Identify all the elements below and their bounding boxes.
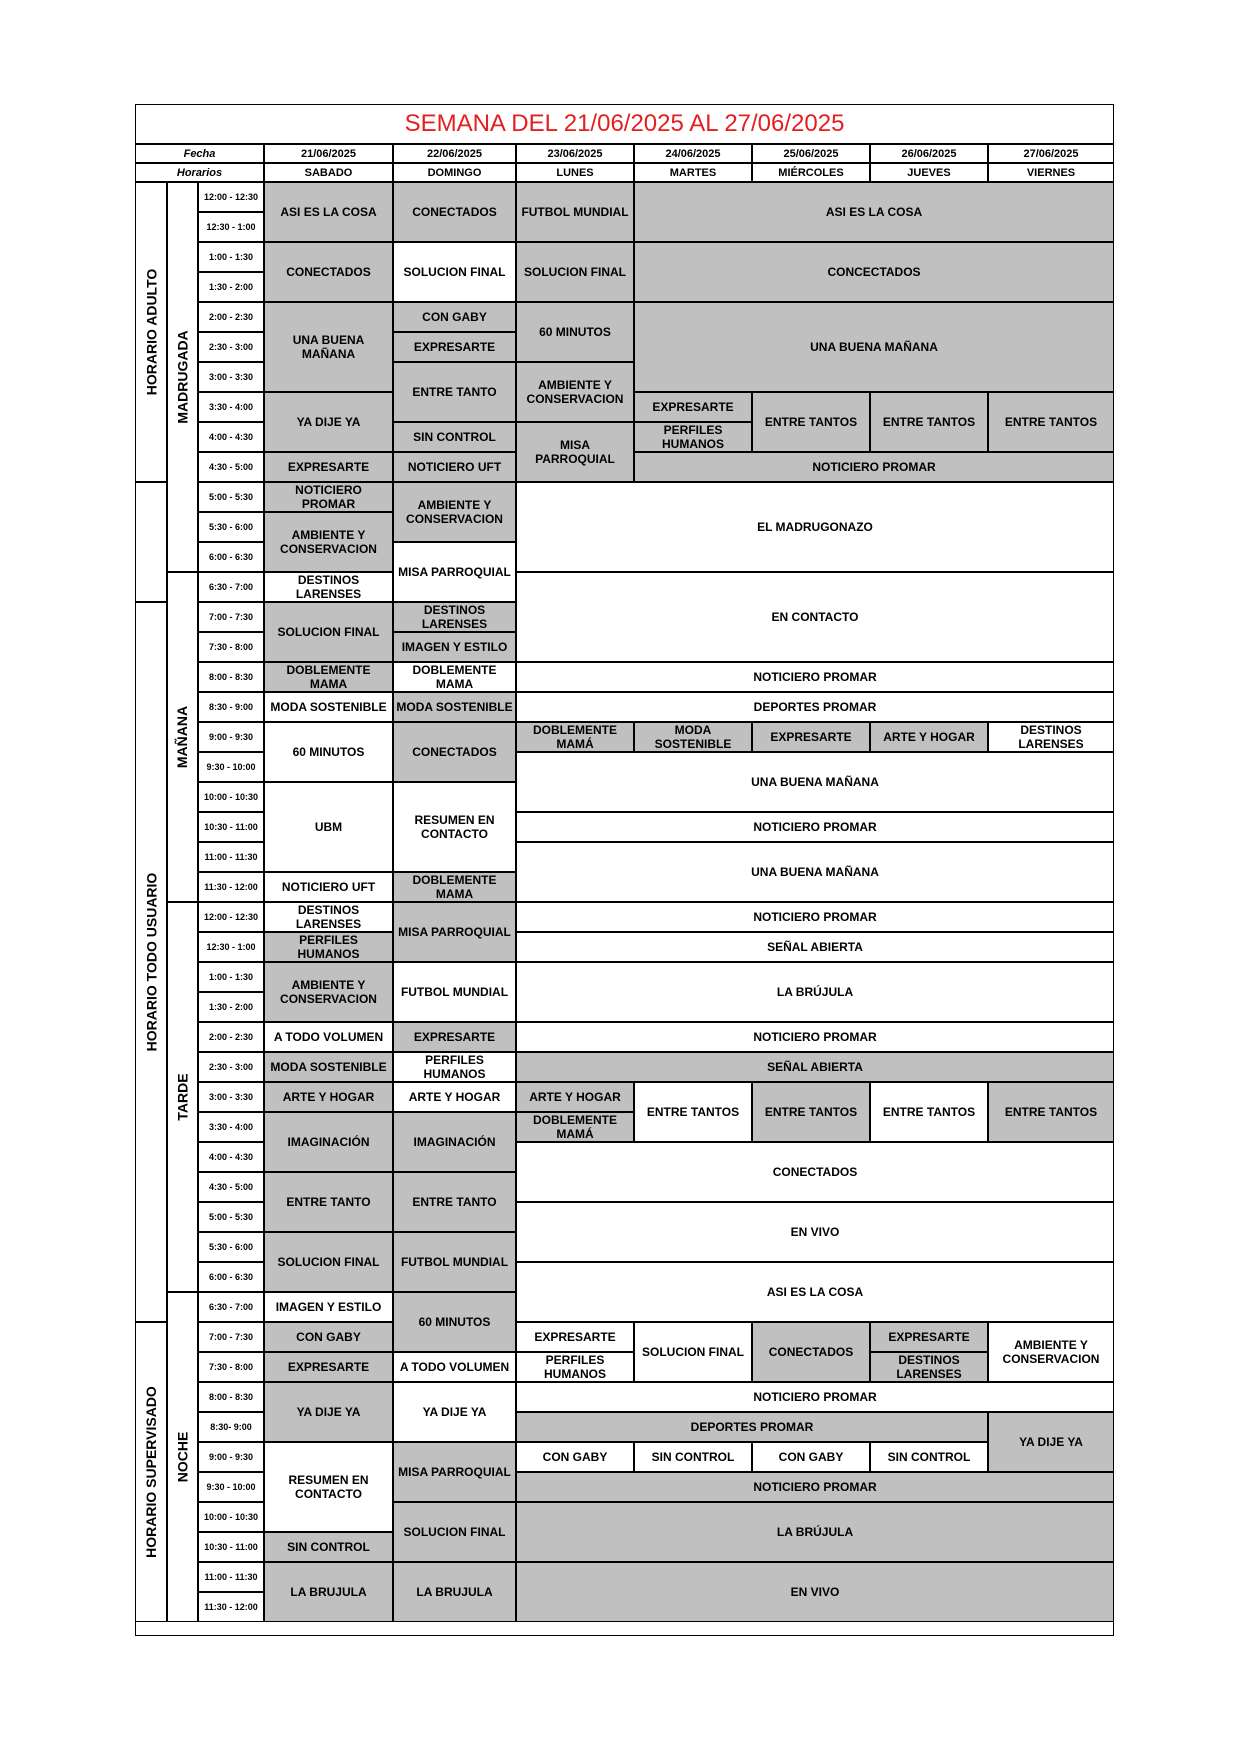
time-slot: 7:00 - 7:30 — [198, 602, 264, 632]
program-block[interactable]: A TODO VOLUMEN — [393, 1352, 516, 1382]
program-block[interactable]: MODA SOSTENIBLE — [264, 692, 393, 722]
program-block[interactable]: DEPORTES PROMAR — [516, 1412, 988, 1442]
program-block[interactable]: NOTICIERO PROMAR — [516, 1022, 1114, 1052]
section-0 — [135, 182, 167, 482]
program-block[interactable]: YA DIJE YA — [264, 392, 393, 452]
time-slot: 10:30 - 11:00 — [198, 812, 264, 842]
time-slot: 3:00 - 3:30 — [198, 1082, 264, 1112]
time-slot: 4:00 - 4:30 — [198, 1142, 264, 1172]
horarios-label: Horarios — [135, 163, 264, 182]
time-slot: 4:00 - 4:30 — [198, 422, 264, 452]
program-block[interactable]: A TODO VOLUMEN — [264, 1022, 393, 1052]
program-block[interactable]: MISA PARROQUIAL — [393, 542, 516, 602]
program-block[interactable]: EXPRESARTE — [870, 1322, 988, 1352]
program-block[interactable]: EXPRESARTE — [264, 1352, 393, 1382]
time-slot: 2:00 - 2:30 — [198, 302, 264, 332]
time-slot: 11:00 - 11:30 — [198, 1562, 264, 1592]
program-block[interactable]: SOLUCION FINAL — [634, 1322, 752, 1382]
day-date-1: 22/06/2025 — [393, 144, 516, 163]
program-block[interactable]: CON GABY — [393, 302, 516, 332]
program-block[interactable]: AMBIENTE Y CONSERVACION — [988, 1322, 1114, 1382]
program-block[interactable]: SOLUCION FINAL — [393, 242, 516, 302]
program-block[interactable]: EN VIVO — [516, 1202, 1114, 1262]
program-block[interactable]: CONECTADOS — [516, 1142, 1114, 1202]
program-block[interactable]: YA DIJE YA — [393, 1382, 516, 1442]
period-3-label: NOCHE — [174, 1431, 191, 1483]
time-slot: 5:00 - 5:30 — [198, 1202, 264, 1232]
day-date-0: 21/06/2025 — [264, 144, 393, 163]
time-slot: 5:30 - 6:00 — [198, 512, 264, 542]
program-block[interactable]: 60 MINUTOS — [516, 302, 634, 362]
time-slot: 2:00 - 2:30 — [198, 1022, 264, 1052]
time-slot: 6:30 - 7:00 — [198, 572, 264, 602]
program-block[interactable]: EXPRESARTE — [516, 1322, 634, 1352]
program-block[interactable]: MISA PARROQUIAL — [393, 1442, 516, 1502]
program-block[interactable]: MISA PARROQUIAL — [393, 902, 516, 962]
program-block[interactable]: NOTICIERO PROMAR — [516, 662, 1114, 692]
day-name-2: LUNES — [516, 163, 634, 182]
program-block[interactable]: IMAGINACIÓN — [264, 1112, 393, 1172]
program-block[interactable]: ENTRE TANTOS — [870, 392, 988, 452]
program-block[interactable]: CON GABY — [516, 1442, 634, 1472]
program-block[interactable]: MODA SOSTENIBLE — [634, 722, 752, 752]
program-block[interactable]: AMBIENTE Y CONSERVACION — [264, 512, 393, 572]
program-block[interactable]: DESTINOS LARENSES — [870, 1352, 988, 1382]
program-block[interactable]: SOLUCION FINAL — [393, 1502, 516, 1562]
program-block[interactable]: ENTRE TANTOS — [634, 1082, 752, 1142]
program-block[interactable]: PERFILES HUMANOS — [264, 932, 393, 962]
section-2-label: HORARIO TODO USUARIO — [143, 872, 160, 1052]
time-slot: 1:30 - 2:00 — [198, 992, 264, 1022]
time-slot: 10:30 - 11:00 — [198, 1532, 264, 1562]
program-block[interactable]: DOBLEMENTE MAMA — [264, 662, 393, 692]
day-date-5: 26/06/2025 — [870, 144, 988, 163]
time-slot: 4:30 - 5:00 — [198, 452, 264, 482]
program-block[interactable]: PERFILES HUMANOS — [393, 1052, 516, 1082]
day-date-6: 27/06/2025 — [988, 144, 1114, 163]
time-slot: 11:30 - 12:00 — [198, 872, 264, 902]
period-2 — [167, 902, 198, 1292]
program-block[interactable]: FUTBOL MUNDIAL — [393, 962, 516, 1022]
program-block[interactable]: DOBLEMENTE MAMA — [393, 662, 516, 692]
time-slot: 6:00 - 6:30 — [198, 1262, 264, 1292]
program-block[interactable]: ENTRE TANTO — [393, 1172, 516, 1232]
program-block[interactable]: NOTICIERO UFT — [264, 872, 393, 902]
program-block[interactable]: SEÑAL ABIERTA — [516, 1052, 1114, 1082]
period-1 — [167, 572, 198, 902]
section-2 — [135, 602, 167, 1322]
program-block[interactable]: ENTRE TANTOS — [988, 392, 1114, 452]
program-block[interactable]: DESTINOS LARENSES — [988, 722, 1114, 752]
program-block[interactable]: NOTICIERO PROMAR — [516, 812, 1114, 842]
program-block[interactable]: DOBLEMENTE MAMÁ — [516, 1112, 634, 1142]
program-block[interactable]: NOTICIERO PROMAR — [516, 902, 1114, 932]
period-2-label: TARDE — [174, 1073, 191, 1121]
time-slot: 5:00 - 5:30 — [198, 482, 264, 512]
program-block[interactable]: EXPRESARTE — [752, 722, 870, 752]
program-block[interactable]: AMBIENTE Y CONSERVACION — [393, 482, 516, 542]
time-slot: 11:30 - 12:00 — [198, 1592, 264, 1622]
program-block[interactable]: ENTRE TANTO — [264, 1172, 393, 1232]
section-3-label: HORARIO SUPERVISADO — [143, 1386, 160, 1558]
time-slot: 9:00 - 9:30 — [198, 1442, 264, 1472]
program-block[interactable]: CONECTADOS — [752, 1322, 870, 1382]
program-block[interactable]: IMAGEN Y ESTILO — [264, 1292, 393, 1322]
program-block[interactable]: UNA BUENA MAÑANA — [634, 302, 1114, 392]
fecha-label: Fecha — [135, 144, 264, 163]
day-name-6: VIERNES — [988, 163, 1114, 182]
program-block[interactable]: YA DIJE YA — [988, 1412, 1114, 1472]
time-slot: 8:00 - 8:30 — [198, 1382, 264, 1412]
time-slot: 12:30 - 1:00 — [198, 212, 264, 242]
program-block[interactable]: SOLUCION FINAL — [264, 602, 393, 662]
program-block[interactable]: NOTICIERO PROMAR — [264, 482, 393, 512]
program-block[interactable]: UNA BUENA MAÑANA — [516, 752, 1114, 812]
section-3 — [135, 1322, 167, 1622]
program-block[interactable]: LA BRÚJULA — [516, 1502, 1114, 1562]
day-date-3: 24/06/2025 — [634, 144, 752, 163]
program-block[interactable]: ENTRE TANTO — [393, 362, 516, 422]
program-block[interactable]: UNA BUENA MAÑANA — [264, 302, 393, 392]
day-name-0: SABADO — [264, 163, 393, 182]
program-block[interactable]: SOLUCION FINAL — [516, 242, 634, 302]
program-block[interactable]: DESTINOS LARENSES — [264, 902, 393, 932]
program-block[interactable]: RESUMEN EN CONTACTO — [393, 782, 516, 872]
time-slot: 2:30 - 3:00 — [198, 1052, 264, 1082]
program-block[interactable]: EN VIVO — [516, 1562, 1114, 1622]
period-3 — [167, 1292, 198, 1622]
program-block[interactable]: EXPRESARTE — [393, 1022, 516, 1052]
program-block[interactable]: ASI ES LA COSA — [264, 182, 393, 242]
program-block[interactable]: FUTBOL MUNDIAL — [393, 1232, 516, 1292]
program-block[interactable]: ASI ES LA COSA — [516, 1262, 1114, 1322]
program-block[interactable]: PERFILES HUMANOS — [516, 1352, 634, 1382]
time-slot: 7:00 - 7:30 — [198, 1322, 264, 1352]
time-slot: 7:30 - 8:00 — [198, 632, 264, 662]
time-slot: 7:30 - 8:00 — [198, 1352, 264, 1382]
program-block[interactable]: ARTE Y HOGAR — [516, 1082, 634, 1112]
program-block[interactable]: EN CONTACTO — [516, 572, 1114, 662]
program-block[interactable]: 60 MINUTOS — [264, 722, 393, 782]
program-block[interactable]: AMBIENTE Y CONSERVACION — [516, 362, 634, 422]
program-block[interactable]: UBM — [264, 782, 393, 872]
time-slot: 8:00 - 8:30 — [198, 662, 264, 692]
time-slot: 9:30 - 10:00 — [198, 752, 264, 782]
program-block[interactable]: CONECTADOS — [393, 182, 516, 242]
time-slot: 9:00 - 9:30 — [198, 722, 264, 752]
program-block[interactable]: AMBIENTE Y CONSERVACION — [264, 962, 393, 1022]
time-slot: 12:30 - 1:00 — [198, 932, 264, 962]
program-block[interactable]: ARTE Y HOGAR — [393, 1082, 516, 1112]
section-0-label: HORARIO ADULTO — [143, 268, 160, 396]
time-slot: 3:30 - 4:00 — [198, 392, 264, 422]
program-block[interactable]: DESTINOS LARENSES — [393, 602, 516, 632]
program-block[interactable]: CON GABY — [264, 1322, 393, 1352]
program-block[interactable]: ENTRE TANTOS — [988, 1082, 1114, 1142]
time-slot: 10:00 - 10:30 — [198, 782, 264, 812]
time-slot: 1:00 - 1:30 — [198, 962, 264, 992]
program-block[interactable]: DEPORTES PROMAR — [516, 692, 1114, 722]
time-slot: 3:00 - 3:30 — [198, 362, 264, 392]
time-slot: 10:00 - 10:30 — [198, 1502, 264, 1532]
program-block[interactable]: MODA SOSTENIBLE — [264, 1052, 393, 1082]
program-block[interactable]: SIN CONTROL — [264, 1532, 393, 1562]
program-block[interactable]: FUTBOL MUNDIAL — [516, 182, 634, 242]
time-slot: 9:30 - 10:00 — [198, 1472, 264, 1502]
time-slot: 2:30 - 3:00 — [198, 332, 264, 362]
program-block[interactable]: EXPRESARTE — [634, 392, 752, 422]
program-block[interactable]: ENTRE TANTOS — [870, 1082, 988, 1142]
time-slot: 1:00 - 1:30 — [198, 242, 264, 272]
program-block[interactable]: ARTE Y HOGAR — [264, 1082, 393, 1112]
program-block[interactable]: 60 MINUTOS — [393, 1292, 516, 1352]
program-block[interactable]: CON GABY — [752, 1442, 870, 1472]
day-name-3: MARTES — [634, 163, 752, 182]
time-slot: 6:00 - 6:30 — [198, 542, 264, 572]
period-1-label: MAÑANA — [174, 705, 191, 769]
time-slot: 12:00 - 12:30 — [198, 182, 264, 212]
program-block[interactable]: RESUMEN EN CONTACTO — [264, 1442, 393, 1532]
page-title: SEMANA DEL 21/06/2025 AL 27/06/2025 — [135, 104, 1114, 144]
program-block[interactable]: ENTRE TANTOS — [752, 1082, 870, 1142]
time-slot: 6:30 - 7:00 — [198, 1292, 264, 1322]
program-block[interactable]: CONECTADOS — [264, 242, 393, 302]
time-slot: 11:00 - 11:30 — [198, 842, 264, 872]
program-block[interactable]: EXPRESARTE — [264, 452, 393, 482]
program-block[interactable]: NOTICIERO PROMAR — [634, 452, 1114, 482]
program-block[interactable]: DOBLEMENTE MAMA — [393, 872, 516, 902]
program-block[interactable]: SEÑAL ABIERTA — [516, 932, 1114, 962]
day-date-2: 23/06/2025 — [516, 144, 634, 163]
program-block[interactable]: ARTE Y HOGAR — [870, 722, 988, 752]
period-0 — [167, 182, 198, 572]
day-date-4: 25/06/2025 — [752, 144, 870, 163]
time-slot: 3:30 - 4:00 — [198, 1112, 264, 1142]
program-block[interactable]: LA BRUJULA — [393, 1562, 516, 1622]
day-name-5: JUEVES — [870, 163, 988, 182]
time-slot: 8:30 - 9:00 — [198, 692, 264, 722]
program-block[interactable]: MODA SOSTENIBLE — [393, 692, 516, 722]
program-block[interactable]: NOTICIERO PROMAR — [516, 1382, 1114, 1412]
program-block[interactable]: IMAGEN Y ESTILO — [393, 632, 516, 662]
program-block[interactable]: YA DIJE YA — [264, 1382, 393, 1442]
program-block[interactable]: CONCECTADOS — [634, 242, 1114, 302]
program-block[interactable]: LA BRÚJULA — [516, 962, 1114, 1022]
time-slot: 12:00 - 12:30 — [198, 902, 264, 932]
program-block[interactable]: ASI ES LA COSA — [634, 182, 1114, 242]
program-block[interactable]: EXPRESARTE — [393, 332, 516, 362]
program-block[interactable]: NOTICIERO UFT — [393, 452, 516, 482]
program-block[interactable]: SIN CONTROL — [634, 1442, 752, 1472]
time-slot: 4:30 - 5:00 — [198, 1172, 264, 1202]
program-block[interactable]: UNA BUENA MAÑANA — [516, 842, 1114, 902]
program-block[interactable]: SOLUCION FINAL — [264, 1232, 393, 1292]
time-slot: 5:30 - 6:00 — [198, 1232, 264, 1262]
time-slot: 8:30- 9:00 — [198, 1412, 264, 1442]
time-slot: 1:30 - 2:00 — [198, 272, 264, 302]
program-block[interactable]: DESTINOS LARENSES — [264, 572, 393, 602]
program-block[interactable]: NOTICIERO PROMAR — [516, 1472, 1114, 1502]
day-name-4: MIÉRCOLES — [752, 163, 870, 182]
day-name-1: DOMINGO — [393, 163, 516, 182]
period-0-label: MADRUGADA — [174, 330, 191, 424]
program-block[interactable]: CONECTADOS — [393, 722, 516, 782]
program-block[interactable]: EL MADRUGONAZO — [516, 482, 1114, 572]
program-block[interactable]: SIN CONTROL — [870, 1442, 988, 1472]
program-block[interactable]: ENTRE TANTOS — [752, 392, 870, 452]
program-block[interactable]: LA BRUJULA — [264, 1562, 393, 1622]
section-1 — [135, 482, 167, 602]
program-block[interactable]: PERFILES HUMANOS — [634, 422, 752, 452]
program-block[interactable]: MISA PARROQUIAL — [516, 422, 634, 482]
program-block[interactable]: SIN CONTROL — [393, 422, 516, 452]
program-block[interactable]: IMAGINACIÓN — [393, 1112, 516, 1172]
program-block[interactable]: DOBLEMENTE MAMÁ — [516, 722, 634, 752]
